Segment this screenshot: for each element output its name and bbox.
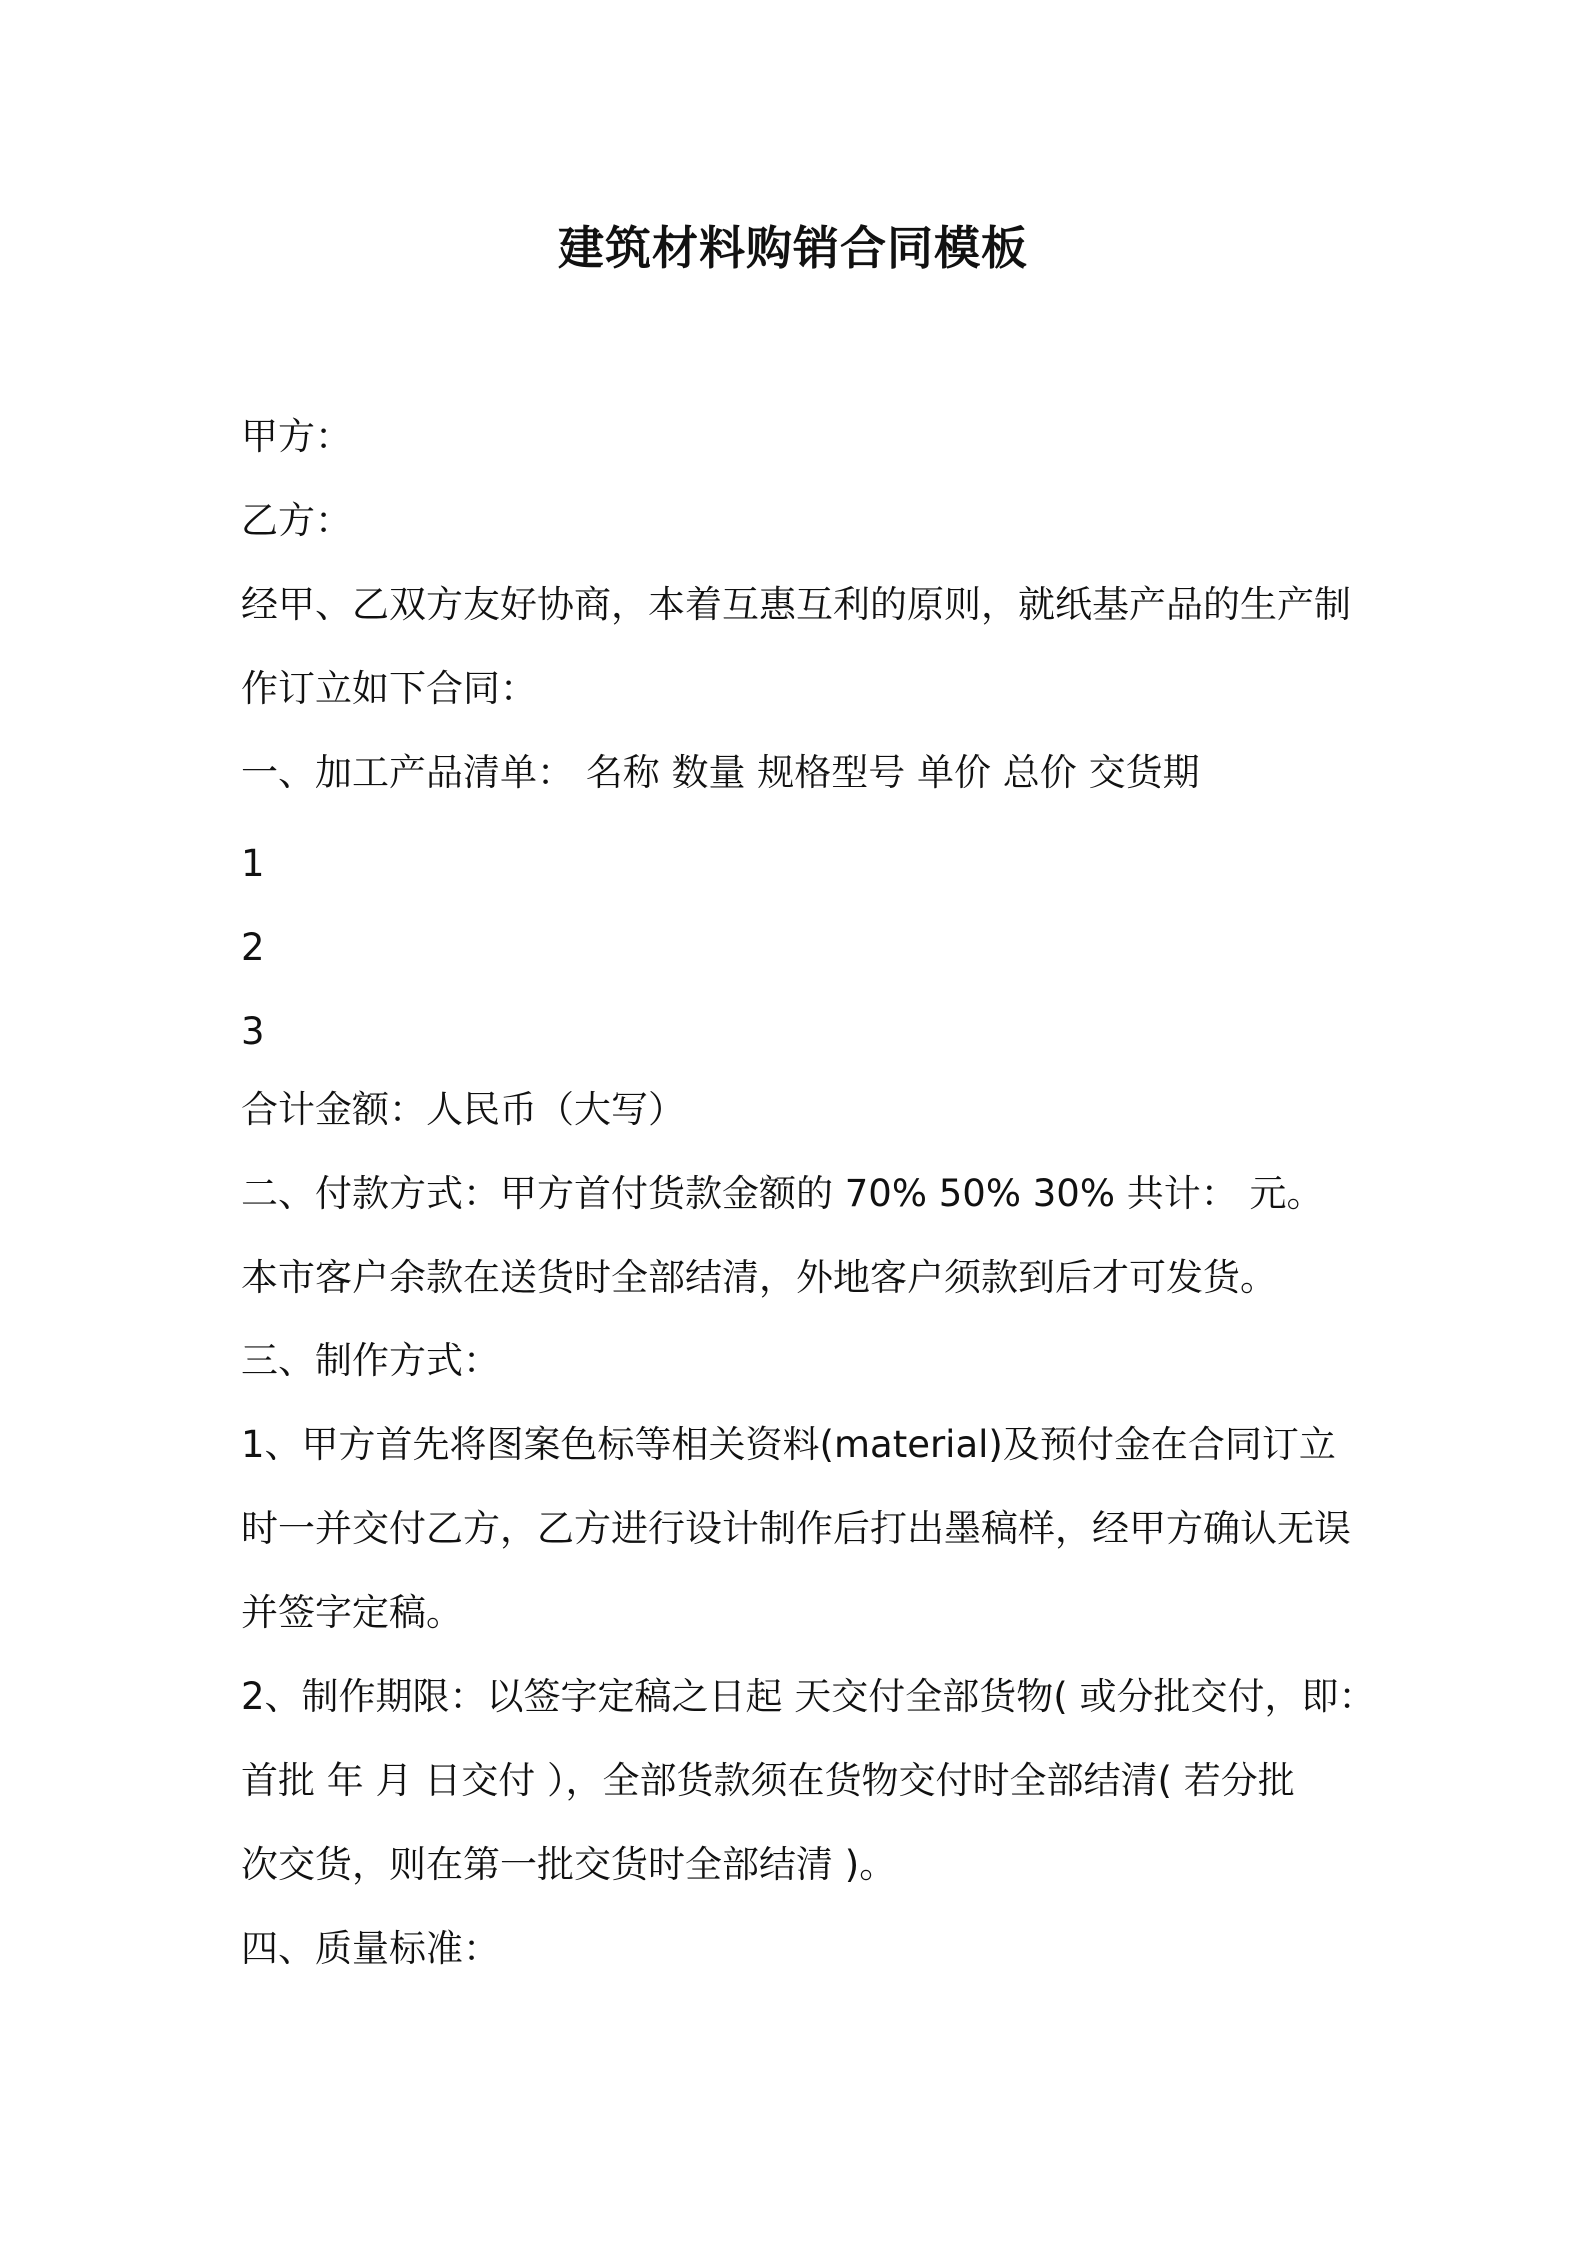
product-row-2: 2 xyxy=(241,926,265,969)
preamble-line-1: 经甲、乙双方友好协商，本着互惠互利的原则，就纸基产品的生产制 xyxy=(241,583,1351,626)
clause-3-1-line-3: 并签字定稿。 xyxy=(241,1591,463,1634)
clause-3-1-line-2: 时一并交付乙方，乙方进行设计制作后打出墨稿样，经甲方确认无误 xyxy=(241,1507,1351,1550)
party-b-line: 乙方： xyxy=(241,499,352,542)
section-2-payment: 二、付款方式：甲方首付货款金额的 70% 50% 30% 共计： 元。 xyxy=(241,1172,1324,1215)
preamble-line-2: 作订立如下合同： xyxy=(241,667,537,710)
product-row-3: 3 xyxy=(241,1010,265,1053)
clause-3-1-line-1: 1、甲方首先将图案色标等相关资料(material)及预付金在合同订立 xyxy=(241,1423,1336,1466)
clause-3-2-line-3: 次交货，则在第一批交货时全部结清 )。 xyxy=(241,1843,897,1886)
section-3-heading: 三、制作方式： xyxy=(241,1339,500,1382)
payment-terms-line: 本市客户余款在送货时全部结清，外地客户须款到后才可发货。 xyxy=(241,1256,1277,1299)
clause-3-2-line-1: 2、制作期限：以签字定稿之日起 天交付全部货物( 或分批交付，即： xyxy=(241,1675,1376,1718)
product-row-1: 1 xyxy=(241,842,265,885)
section-4-heading: 四、质量标准： xyxy=(241,1927,500,1970)
party-a-line: 甲方： xyxy=(241,415,352,458)
section-1-heading: 一、加工产品清单： 名称 数量 规格型号 单价 总价 交货期 xyxy=(241,751,1200,794)
total-amount-line: 合计金额：人民币（大写） xyxy=(241,1088,685,1131)
document-title: 建筑材料购销合同模板 xyxy=(558,221,1028,275)
clause-3-2-line-2: 首批 年 月 日交付 ），全部货款须在货物交付时全部结清( 若分批 xyxy=(241,1759,1295,1802)
